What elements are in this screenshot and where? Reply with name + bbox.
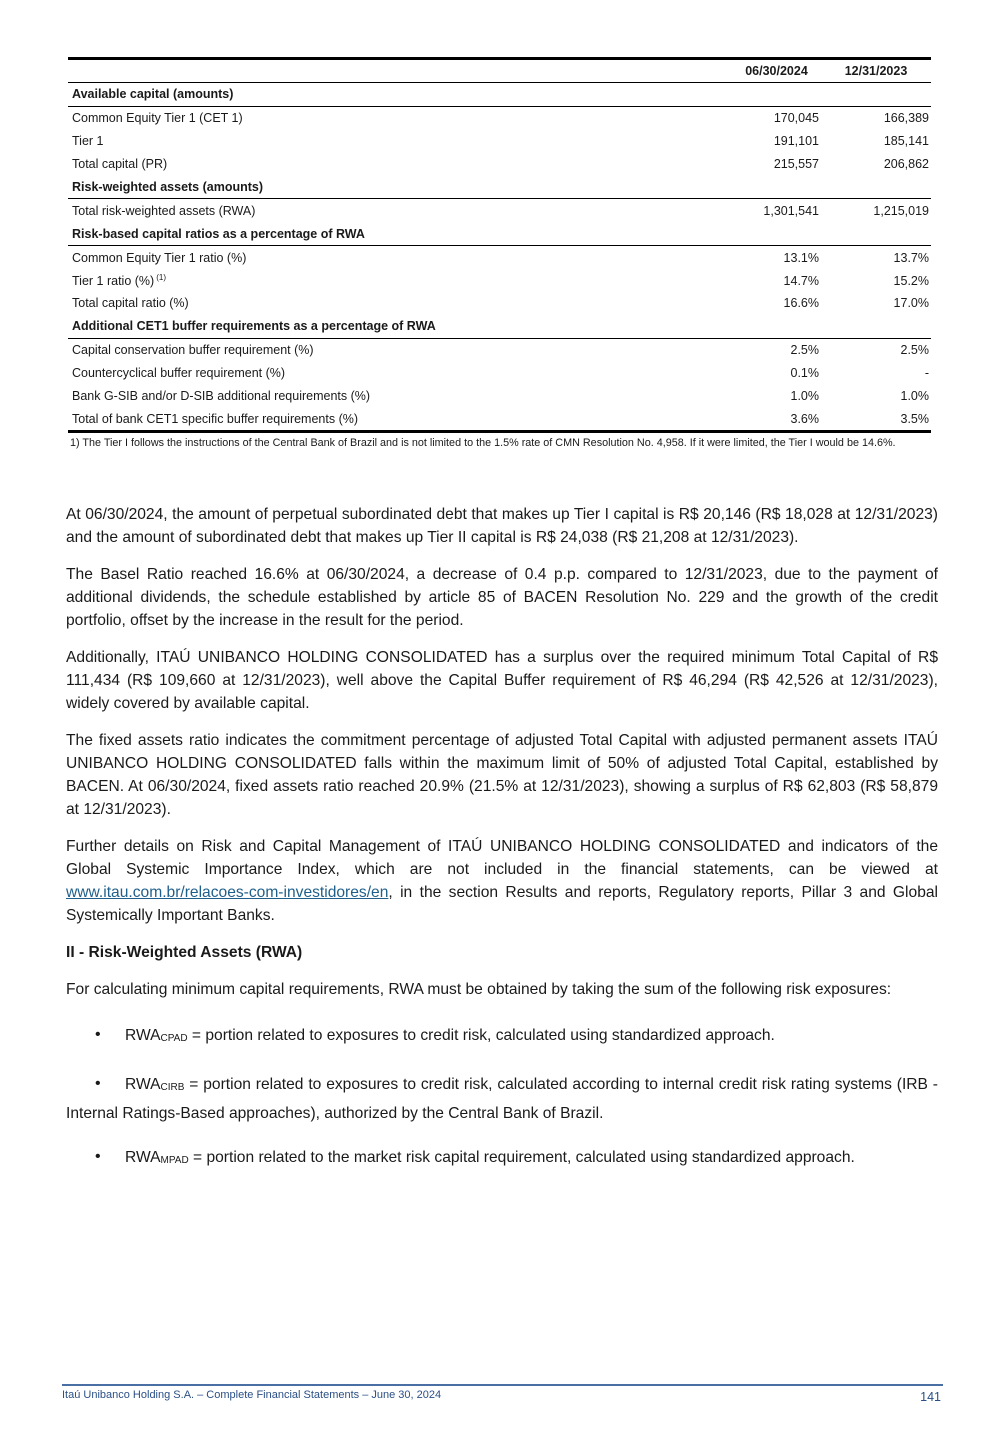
table-row — [68, 246, 931, 269]
section-title: Risk-based capital ratios as a percentage of RWA — [68, 222, 931, 245]
capital-table — [68, 57, 931, 433]
row-value-1: 14.7% — [783, 273, 819, 288]
section-heading: II - Risk-Weighted Assets (RWA) — [66, 944, 303, 961]
row-label: Countercyclical buffer requirement (%) — [72, 366, 286, 381]
footnote-ref: (1) — [156, 273, 166, 283]
table-row — [68, 292, 931, 315]
paragraph-subordinated-debt: At 06/30/2024, the amount of perpetual subordinated debt that makes up Tier I capital is R$ 20,146 (R$ 18,028 at 12/31/2023) and the amount of subordinated debt that makes up Tier II capital is R$ 24,038 (R$ 21,208 at 12/31/2023). — [66, 506, 938, 546]
section-row — [68, 176, 931, 199]
row-label: Common Equity Tier 1 ratio (%) — [72, 250, 247, 265]
table-row — [68, 199, 931, 222]
table-row — [68, 153, 931, 176]
investor-relations-link[interactable]: www.itau.com.br/relacoes-com-investidores/en — [66, 884, 389, 901]
row-label: Common Equity Tier 1 (CET 1) — [72, 111, 243, 126]
list-item — [66, 1023, 938, 1052]
row-value-1: 0.1% — [790, 366, 819, 381]
bullet-subscript: CIRB — [160, 1082, 185, 1093]
table-row — [68, 385, 931, 408]
bullet-icon: • — [95, 1075, 101, 1092]
row-value-2: 3.5% — [821, 407, 931, 431]
row-value-1: 3.6% — [732, 407, 821, 431]
row-label: Tier 1 — [72, 134, 104, 149]
list-item — [66, 1145, 938, 1174]
table-row — [68, 269, 931, 292]
row-label: Total capital ratio (%) — [72, 296, 189, 311]
row-value-1: 1.0% — [790, 389, 819, 404]
paragraph-further-details — [66, 835, 938, 927]
header-date-2: 12/31/2023 — [821, 59, 931, 83]
bullet-text: = portion related to the market risk capital requirement, calculated using standardized approach. — [188, 1149, 855, 1166]
header-date-1: 06/30/2024 — [732, 59, 821, 83]
footer-text: Itaú Unibanco Holding S.A. – Complete Financial Statements – June 30, 2024 — [62, 1389, 442, 1401]
section-title: Available capital (amounts) — [68, 83, 931, 107]
row-value-2: - — [924, 366, 929, 381]
page-number: 141 — [920, 1390, 941, 1404]
bullet-prefix: RWA — [125, 1027, 161, 1044]
paragraph-basel-ratio: The Basel Ratio reached 16.6% at 06/30/2024, a decrease of 0.4 p.p. compared to 12/31/2023, due to the payment of additional dividends, the schedule established by article 85 of BACEN Resolution No. 229 and the growth of the credit portfolio, offset by the increase in the result for the period. — [66, 566, 938, 629]
table-row — [68, 407, 931, 431]
table-row — [68, 130, 931, 153]
footer-divider — [62, 1384, 943, 1386]
table-footnote: 1) The Tier I follows the instructions of the Central Bank of Brazil and is not limited to the 1.5% rate of CMN Resolution No. 4,958. If it were limited, the Tier I would be 14.6%. — [70, 437, 896, 450]
row-label: Tier 1 ratio (%) — [72, 274, 155, 289]
bullet-prefix: RWA — [125, 1149, 161, 1166]
row-value-2: 13.7% — [893, 250, 929, 265]
paragraph-intro: For calculating minimum capital requirements, RWA must be obtained by taking the sum of the following risk exposures: — [66, 981, 892, 998]
row-label: Total of bank CET1 specific buffer requirements (%) — [68, 407, 732, 431]
row-label: Total risk-weighted assets (RWA) — [72, 203, 256, 218]
section-title: Additional CET1 buffer requirements as a percentage of RWA — [68, 315, 931, 338]
row-value-2: 206,862 — [883, 157, 929, 172]
bullet-icon: • — [95, 1026, 101, 1043]
paragraph-text: Further details on Risk and Capital Management of ITAÚ UNIBANCO HOLDING CONSOLIDATED and indicators of the Global Systemic Importance Index, which are not included in the financial statements, can be viewed at — [66, 838, 938, 878]
table-row — [68, 106, 931, 129]
table-header-row — [68, 59, 931, 83]
bullet-text: = portion related to exposures to credit risk, calculated according to internal credit risk rating systems (IRB - Internal Ratings-Based approaches), authorized by the Central Bank of Brazil. — [66, 1076, 938, 1122]
bullet-subscript: MPAD — [160, 1155, 189, 1166]
row-value-1: 215,557 — [773, 157, 819, 172]
section-row — [68, 83, 931, 107]
section-row — [68, 315, 931, 338]
bullet-prefix: RWA — [125, 1076, 161, 1093]
row-value-2: 1,215,019 — [873, 203, 929, 218]
paragraph-text: , in the section Results and reports, Regulatory reports, Pillar 3 and Global Systemically Important Banks. — [66, 884, 938, 924]
row-value-2: 15.2% — [893, 273, 929, 288]
row-value-2: 1.0% — [900, 389, 929, 404]
body-text — [66, 503, 938, 1174]
section-row — [68, 222, 931, 245]
bullet-text: = portion related to exposures to credit risk, calculated using standardized approach. — [187, 1027, 775, 1044]
capital-table-container — [68, 57, 931, 451]
row-value-1: 1,301,541 — [763, 203, 819, 218]
row-value-1: 170,045 — [773, 111, 819, 126]
row-value-1: 16.6% — [783, 296, 819, 311]
row-label: Capital conservation buffer requirement (%) — [72, 343, 314, 358]
paragraph-surplus: Additionally, ITAÚ UNIBANCO HOLDING CONSOLIDATED has a surplus over the required minimum Total Capital of R$ 111,434 (R$ 109,660 at 12/31/2023), well above the Capital Buffer requirement of R$ 46,294 (R$ 42,526 at 12/31/2023), widely covered by available capital. — [66, 649, 938, 712]
table-row — [68, 362, 931, 385]
bullet-icon: • — [95, 1148, 101, 1165]
table-row — [68, 338, 931, 361]
row-value-2: 17.0% — [893, 296, 929, 311]
list-item — [66, 1072, 938, 1127]
row-value-2: 166,389 — [883, 111, 929, 126]
row-label-cell — [68, 269, 732, 292]
row-value-1: 191,101 — [773, 134, 819, 149]
bullet-subscript: CPAD — [160, 1033, 188, 1044]
row-value-2: 2.5% — [900, 343, 929, 358]
row-value-2: 185,141 — [883, 134, 929, 149]
row-label: Total capital (PR) — [72, 157, 168, 172]
header-label-cell — [68, 59, 732, 83]
row-value-1: 13.1% — [783, 250, 819, 265]
row-value-1: 2.5% — [790, 343, 819, 358]
section-title: Risk-weighted assets (amounts) — [68, 176, 931, 199]
paragraph-fixed-assets: The fixed assets ratio indicates the commitment percentage of adjusted Total Capital with adjusted permanent assets ITAÚ UNIBANCO HOLDING CONSOLIDATED falls within the maximum limit of 50% of adjusted Total Capital, established by BACEN. At 06/30/2024, fixed assets ratio reached 20.9% (21.5% at 12/31/2023), showing a surplus of R$ 62,803 (R$ 58,879 at 12/31/2023). — [66, 732, 938, 818]
row-label: Bank G-SIB and/or D-SIB additional requirements (%) — [72, 389, 371, 404]
